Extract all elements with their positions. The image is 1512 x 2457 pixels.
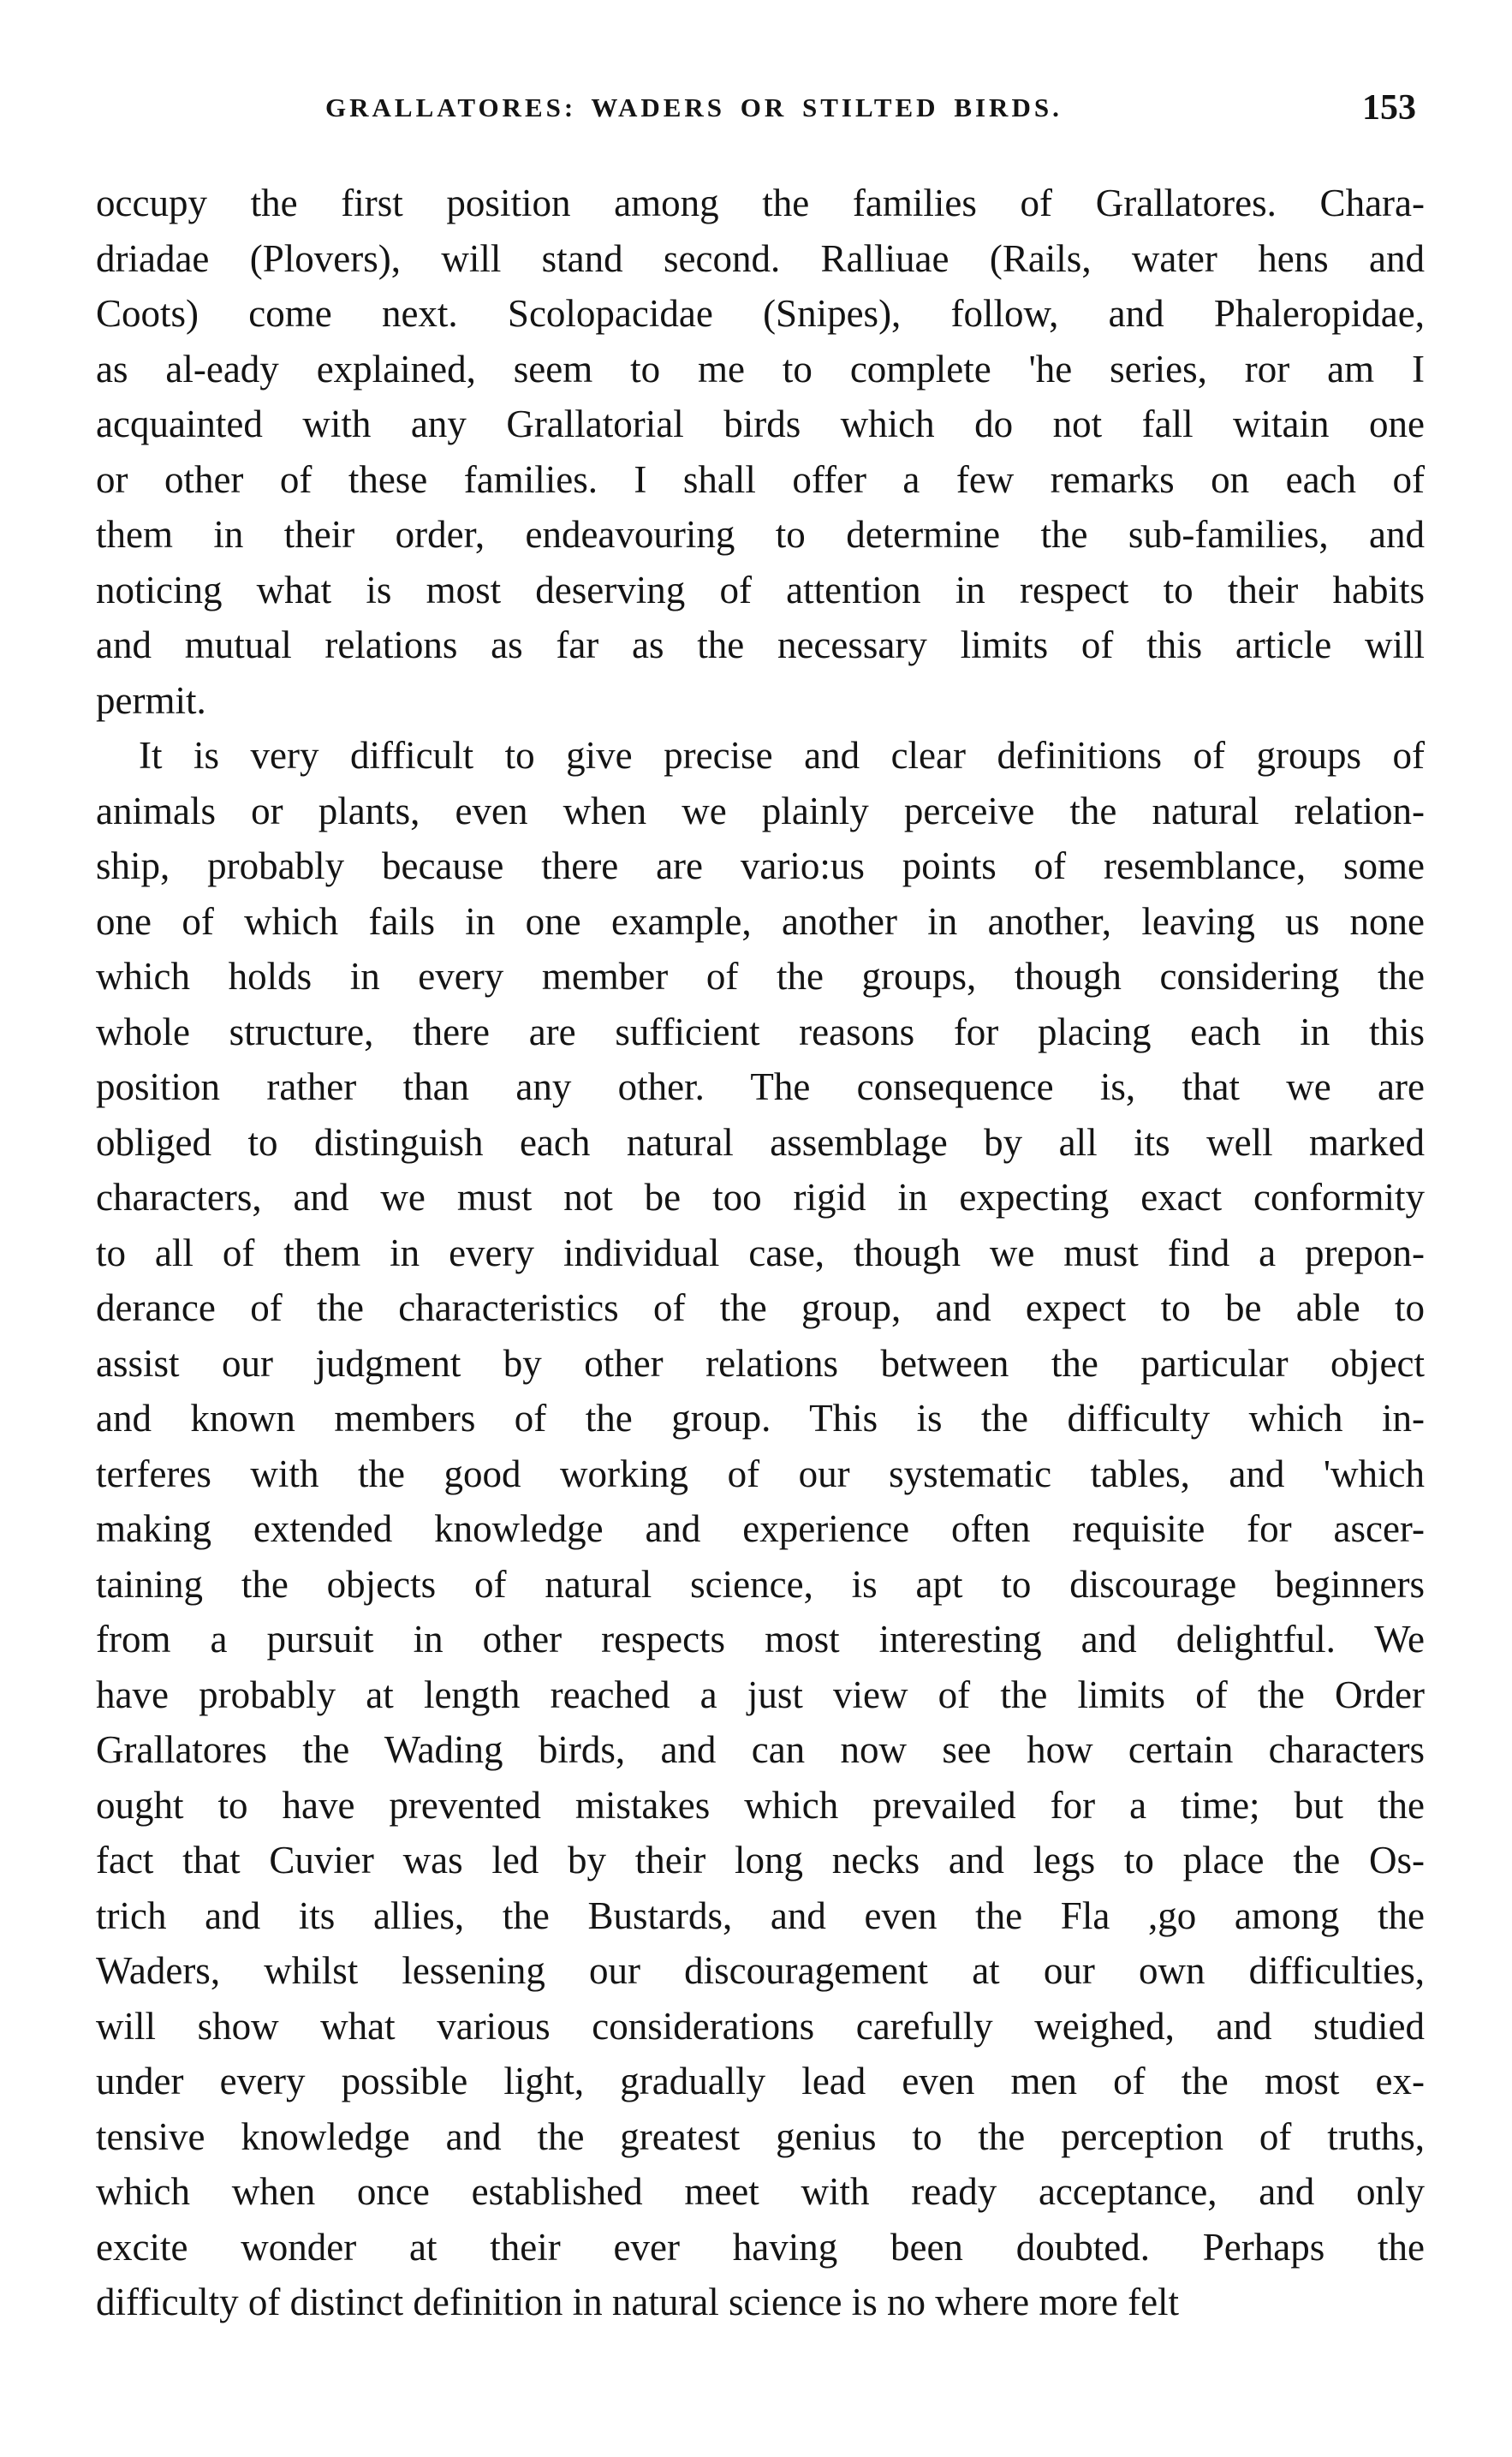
text-line: assist our judgment by other relations between the particular object (96, 1341, 1425, 1385)
running-head (96, 88, 1423, 144)
text-line: occupy the first position among the families of Grallatores. Chara- (96, 182, 1425, 224)
text-line: Grallatores the Wading birds, and can now see how certain characters (96, 1728, 1425, 1771)
text-line: which when once established meet with ready acceptance, and only (96, 2170, 1425, 2213)
paragraph (96, 728, 1425, 2330)
running-title: GRALLATORES: WADERS OR STILTED BIRDS. (325, 92, 1063, 122)
text-line: driadae (Plovers), will stand second. Ralliuae (Rails, water hens and (96, 236, 1425, 280)
text-line: It is very difficult to give precise and clear definitions of groups of (139, 734, 1425, 777)
text-line: and mutual relations as far as the necessary limits of this article will (96, 623, 1425, 666)
text-line: ought to have prevented mistakes which prevailed for a time; but the (96, 1783, 1425, 1827)
text-line: obliged to distinguish each natural assemblage by all its well marked (96, 1120, 1425, 1164)
text-line: trich and its allies, the Bustards, and even the Fla ,go among the (96, 1893, 1425, 1937)
text-line: position rather than any other. The consequence is, that we are (96, 1065, 1425, 1108)
text-line: and known members of the group. This is the difficulty which in- (96, 1397, 1425, 1440)
text-line: or other of these families. I shall offer a few remarks on each of (96, 457, 1425, 501)
text-line: excite wonder at their ever having been doubted. Perhaps the (96, 2225, 1425, 2269)
text-line: to all of them in every individual case, though we must find a prepon- (96, 1231, 1425, 1274)
text-line: under every possible light, gradually lead even men of the most ex- (96, 2060, 1425, 2102)
text-line: tensive knowledge and the greatest genius to the perception of truths, (96, 2114, 1425, 2158)
text-line: fact that Cuvier was led by their long necks and legs to place the Os- (96, 1839, 1425, 1882)
text-line: acquainted with any Grallatorial birds which do not fall witain one (96, 403, 1425, 445)
text-line: taining the objects of natural science, is apt to discourage beginners (96, 1562, 1425, 1606)
text-line: have probably at length reached a just view of the limits of the Order (96, 1673, 1425, 1716)
text-line: as al-eady explained, seem to me to complete 'he series, ror am I (96, 347, 1425, 391)
text-line: ship, probably because there are vario:us points of resemblance, some (96, 844, 1425, 887)
text-line: whole structure, there are sufficient reasons for placing each in this (96, 1010, 1425, 1053)
body-text (96, 176, 1425, 2330)
page-number: 153 (1362, 88, 1416, 128)
text-line: characters, and we must not be too rigid in expecting exact conformity (96, 1176, 1425, 1219)
text-line: making extended knowledge and experience often requisite for ascer- (96, 1507, 1425, 1550)
text-line: them in their order, endeavouring to determine the sub-families, and (96, 513, 1425, 556)
text-line: Coots) come next. Scolopacidae (Snipes), follow, and Phaleropidae, (96, 292, 1425, 335)
text-line: animals or plants, even when we plainly perceive the natural relation- (96, 789, 1425, 832)
text-line: Waders, whilst lessening our discouragement at our own difficulties, (96, 1949, 1425, 1992)
text-line: which holds in every member of the groups, though considering the (96, 955, 1425, 998)
text-line: permit. (96, 678, 206, 722)
text-line: difficulty of distinct definition in natural science is no where more felt (96, 2281, 1180, 2323)
paragraph (96, 176, 1425, 728)
text-line: noticing what is most deserving of attention in respect to their habits (96, 568, 1425, 611)
text-line: from a pursuit in other respects most interesting and delightful. We (96, 1618, 1425, 1661)
text-line: will show what various considerations carefully weighed, and studied (96, 2004, 1425, 2048)
text-line: one of which fails in one example, another in another, leaving us none (96, 899, 1425, 943)
text-line: derance of the characteristics of the group, and expect to be able to (96, 1286, 1425, 1329)
text-line: terferes with the good working of our systematic tables, and 'which (96, 1452, 1425, 1495)
